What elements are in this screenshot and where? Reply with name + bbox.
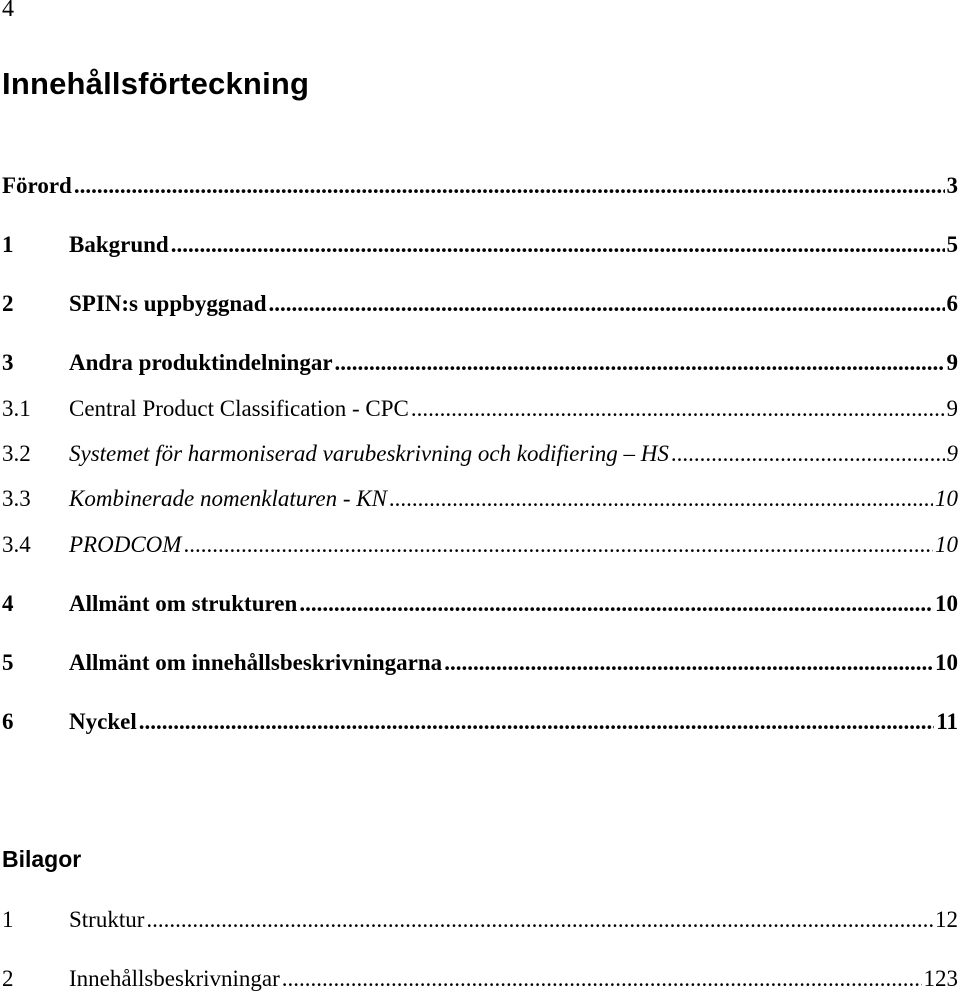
toc-leader <box>671 439 945 469</box>
toc-entry-number: 2 <box>2 291 14 316</box>
toc-entry-number: 4 <box>2 591 14 616</box>
toc-entry-3-1[interactable] <box>2 394 958 424</box>
toc-leader <box>411 394 945 424</box>
toc-leader <box>269 289 945 319</box>
toc-leader <box>299 589 933 619</box>
toc-page-number: 11 <box>936 709 958 734</box>
toc-page-number: 6 <box>946 291 958 316</box>
toc-entry-5[interactable] <box>2 648 958 678</box>
toc-entry-label: Allmänt om innehållsbeskrivningarna <box>69 650 443 675</box>
toc-entry-3[interactable] <box>2 348 958 378</box>
appendix-page-number: 12 <box>935 907 958 932</box>
toc-entry-2[interactable] <box>2 289 958 319</box>
toc-entry-number: 1 <box>2 232 14 257</box>
toc-entry-number: 5 <box>2 650 14 675</box>
toc-page-number: 9 <box>946 441 958 466</box>
appendix-entry-number: 1 <box>2 907 14 932</box>
toc-entry-label: SPIN:s uppbyggnad <box>69 291 267 316</box>
toc-entry-label: PRODCOM <box>69 532 182 557</box>
toc-entry-3-3[interactable] <box>2 484 958 514</box>
toc-entry-3-4[interactable] <box>2 530 958 560</box>
toc-entry-label: Central Product Classification - CPC <box>69 396 409 421</box>
toc-title: Innehållsförteckning <box>2 66 310 101</box>
toc-leader <box>139 707 935 737</box>
toc-page-number: 10 <box>935 650 958 675</box>
toc-page-number: 10 <box>935 591 958 616</box>
toc-leader <box>282 964 922 994</box>
toc-entry-label: Kombinerade nomenklaturen - KN <box>69 486 387 511</box>
toc-entry-6[interactable] <box>2 707 958 737</box>
toc-leader <box>389 484 933 514</box>
toc-page-number: 9 <box>946 350 958 375</box>
toc-entry-1[interactable] <box>2 230 958 260</box>
toc-entry-label: Förord <box>2 173 72 198</box>
toc-entry-number: 3.4 <box>2 532 31 557</box>
toc-entry-number: 3.2 <box>2 441 31 466</box>
toc-entry-number: 3 <box>2 350 14 375</box>
toc-entry-label: Bakgrund <box>69 232 169 257</box>
toc-entry-label: Allmänt om strukturen <box>69 591 298 616</box>
toc-page-number: 10 <box>935 486 958 511</box>
toc-entry-3-2[interactable] <box>2 439 958 469</box>
toc-entry-number: 3.3 <box>2 486 31 511</box>
toc-leader <box>146 905 933 935</box>
appendices-heading: Bilagor <box>2 846 82 872</box>
toc-entry-4[interactable] <box>2 589 958 619</box>
toc-page-number: 10 <box>935 532 958 557</box>
appendix-entry-label: Innehållsbeskrivningar <box>69 966 280 991</box>
toc-leader <box>444 648 933 678</box>
appendix-entry-label: Struktur <box>69 907 145 932</box>
toc-entry-label: Nyckel <box>69 709 137 734</box>
toc-leader <box>171 230 945 260</box>
toc-page-number: 3 <box>946 173 958 198</box>
toc-page-number: 9 <box>946 396 958 421</box>
toc-page-number: 5 <box>946 232 958 257</box>
toc-leader <box>74 171 945 201</box>
appendix-entry-2[interactable] <box>2 964 958 994</box>
appendix-entry-number: 2 <box>2 966 14 991</box>
toc-entry-forord[interactable] <box>2 171 958 201</box>
toc-leader <box>335 348 945 378</box>
toc-entry-label: Andra produktindelningar <box>69 350 333 375</box>
appendix-entry-1[interactable] <box>2 905 958 935</box>
toc-entry-number: 3.1 <box>2 396 31 421</box>
toc-leader <box>183 530 933 560</box>
toc-entry-label: Systemet för harmoniserad varubeskrivning och kodifiering – HS <box>69 441 669 466</box>
page-number: 4 <box>2 0 14 22</box>
appendix-page-number: 123 <box>923 966 958 991</box>
toc-entry-number: 6 <box>2 709 14 734</box>
